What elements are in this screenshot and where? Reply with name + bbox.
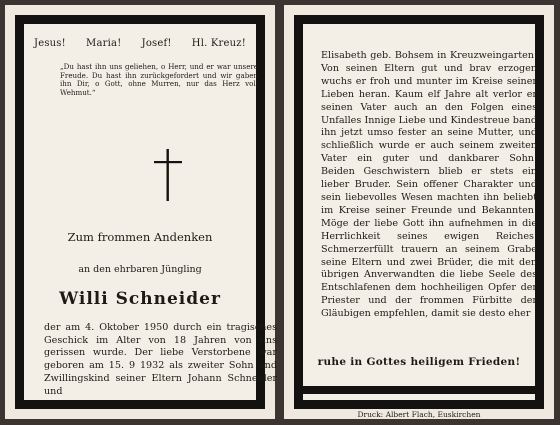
scripture-quote: „Du hast ihn uns geliehen, o Herr, und er war unsere Freude. Du hast ihn zurückgefordert und wir gaben ihn Dir, o Gott, ohne Murren, nur das Herz voll Wehmut.“ bbox=[60, 62, 258, 97]
invocation-maria: Maria! bbox=[86, 38, 122, 49]
closing-prayer: ruhe in Gottes heiligem Frieden! bbox=[317, 356, 521, 368]
invocation-jesus: Jesus! bbox=[34, 38, 66, 49]
dedication-line: an den ehrbaren Jüngling bbox=[78, 264, 202, 275]
left-mourning-border bbox=[15, 15, 277, 409]
left-panel bbox=[5, 5, 275, 419]
memorial-heading: Zum frommen Andenken bbox=[67, 230, 213, 244]
biography-continued: Elisabeth geb. Bohsem in Kreuzweingarten. Von seinen Eltern gut und brav erzogen wuchs er froh und munter im Kreise seiner Lieben heran. Kaum elf Jahre alt verlor er seinen Vater auch an den Folgen eines Unfalles Innige Liebe und Kindestreue band ihn jetzt umso fester an seine Mutter, und schließlich wurde er auch seinem zweiten Vater ein guter und dankbarer Sohn. Beiden Geschwistern blieb er stets ein lieber Bruder. Sein offener Charakter und sein liebevolles Wesen machten ihn beliebt im Kreise seiner Freunde und Bekannten. Möge der liebe Gott ihn aufnehmen in die Herrlichkeit seines ewigen Reiches. Schmerzerfüllt trauern an seinem Grabe seine Eltern und zwei Brüder, die mit den übrigen Anverwandten die liebe Seele des Entschlafenen dem hochheiligen Opfer der Priester und der frommen Fürbitte der Gläubigen empfehlen, damit sie desto eher bbox=[321, 50, 537, 320]
footer-divider bbox=[303, 386, 535, 394]
deceased-name: Willi Schneider bbox=[59, 289, 221, 309]
cross-icon bbox=[153, 149, 183, 201]
right-panel bbox=[284, 5, 554, 419]
printer-credit: Druck: Albert Flach, Euskirchen bbox=[357, 410, 481, 419]
invocation-josef: Josef! bbox=[141, 38, 172, 49]
invocation-kreuz: Hl. Kreuz! bbox=[191, 38, 246, 49]
right-mourning-border bbox=[294, 15, 544, 419]
biography-text: der am 4. Oktober 1950 durch ein tragisches Geschick im Alter von 18 Jahren von uns gerissen wurde. Der liebe Verstorbene war geboren am 15. 9 1932 als zweiter Sohn und Zwillingskind seiner Eltern Johann Schneider und bbox=[44, 322, 277, 397]
invocation-line bbox=[34, 38, 246, 49]
